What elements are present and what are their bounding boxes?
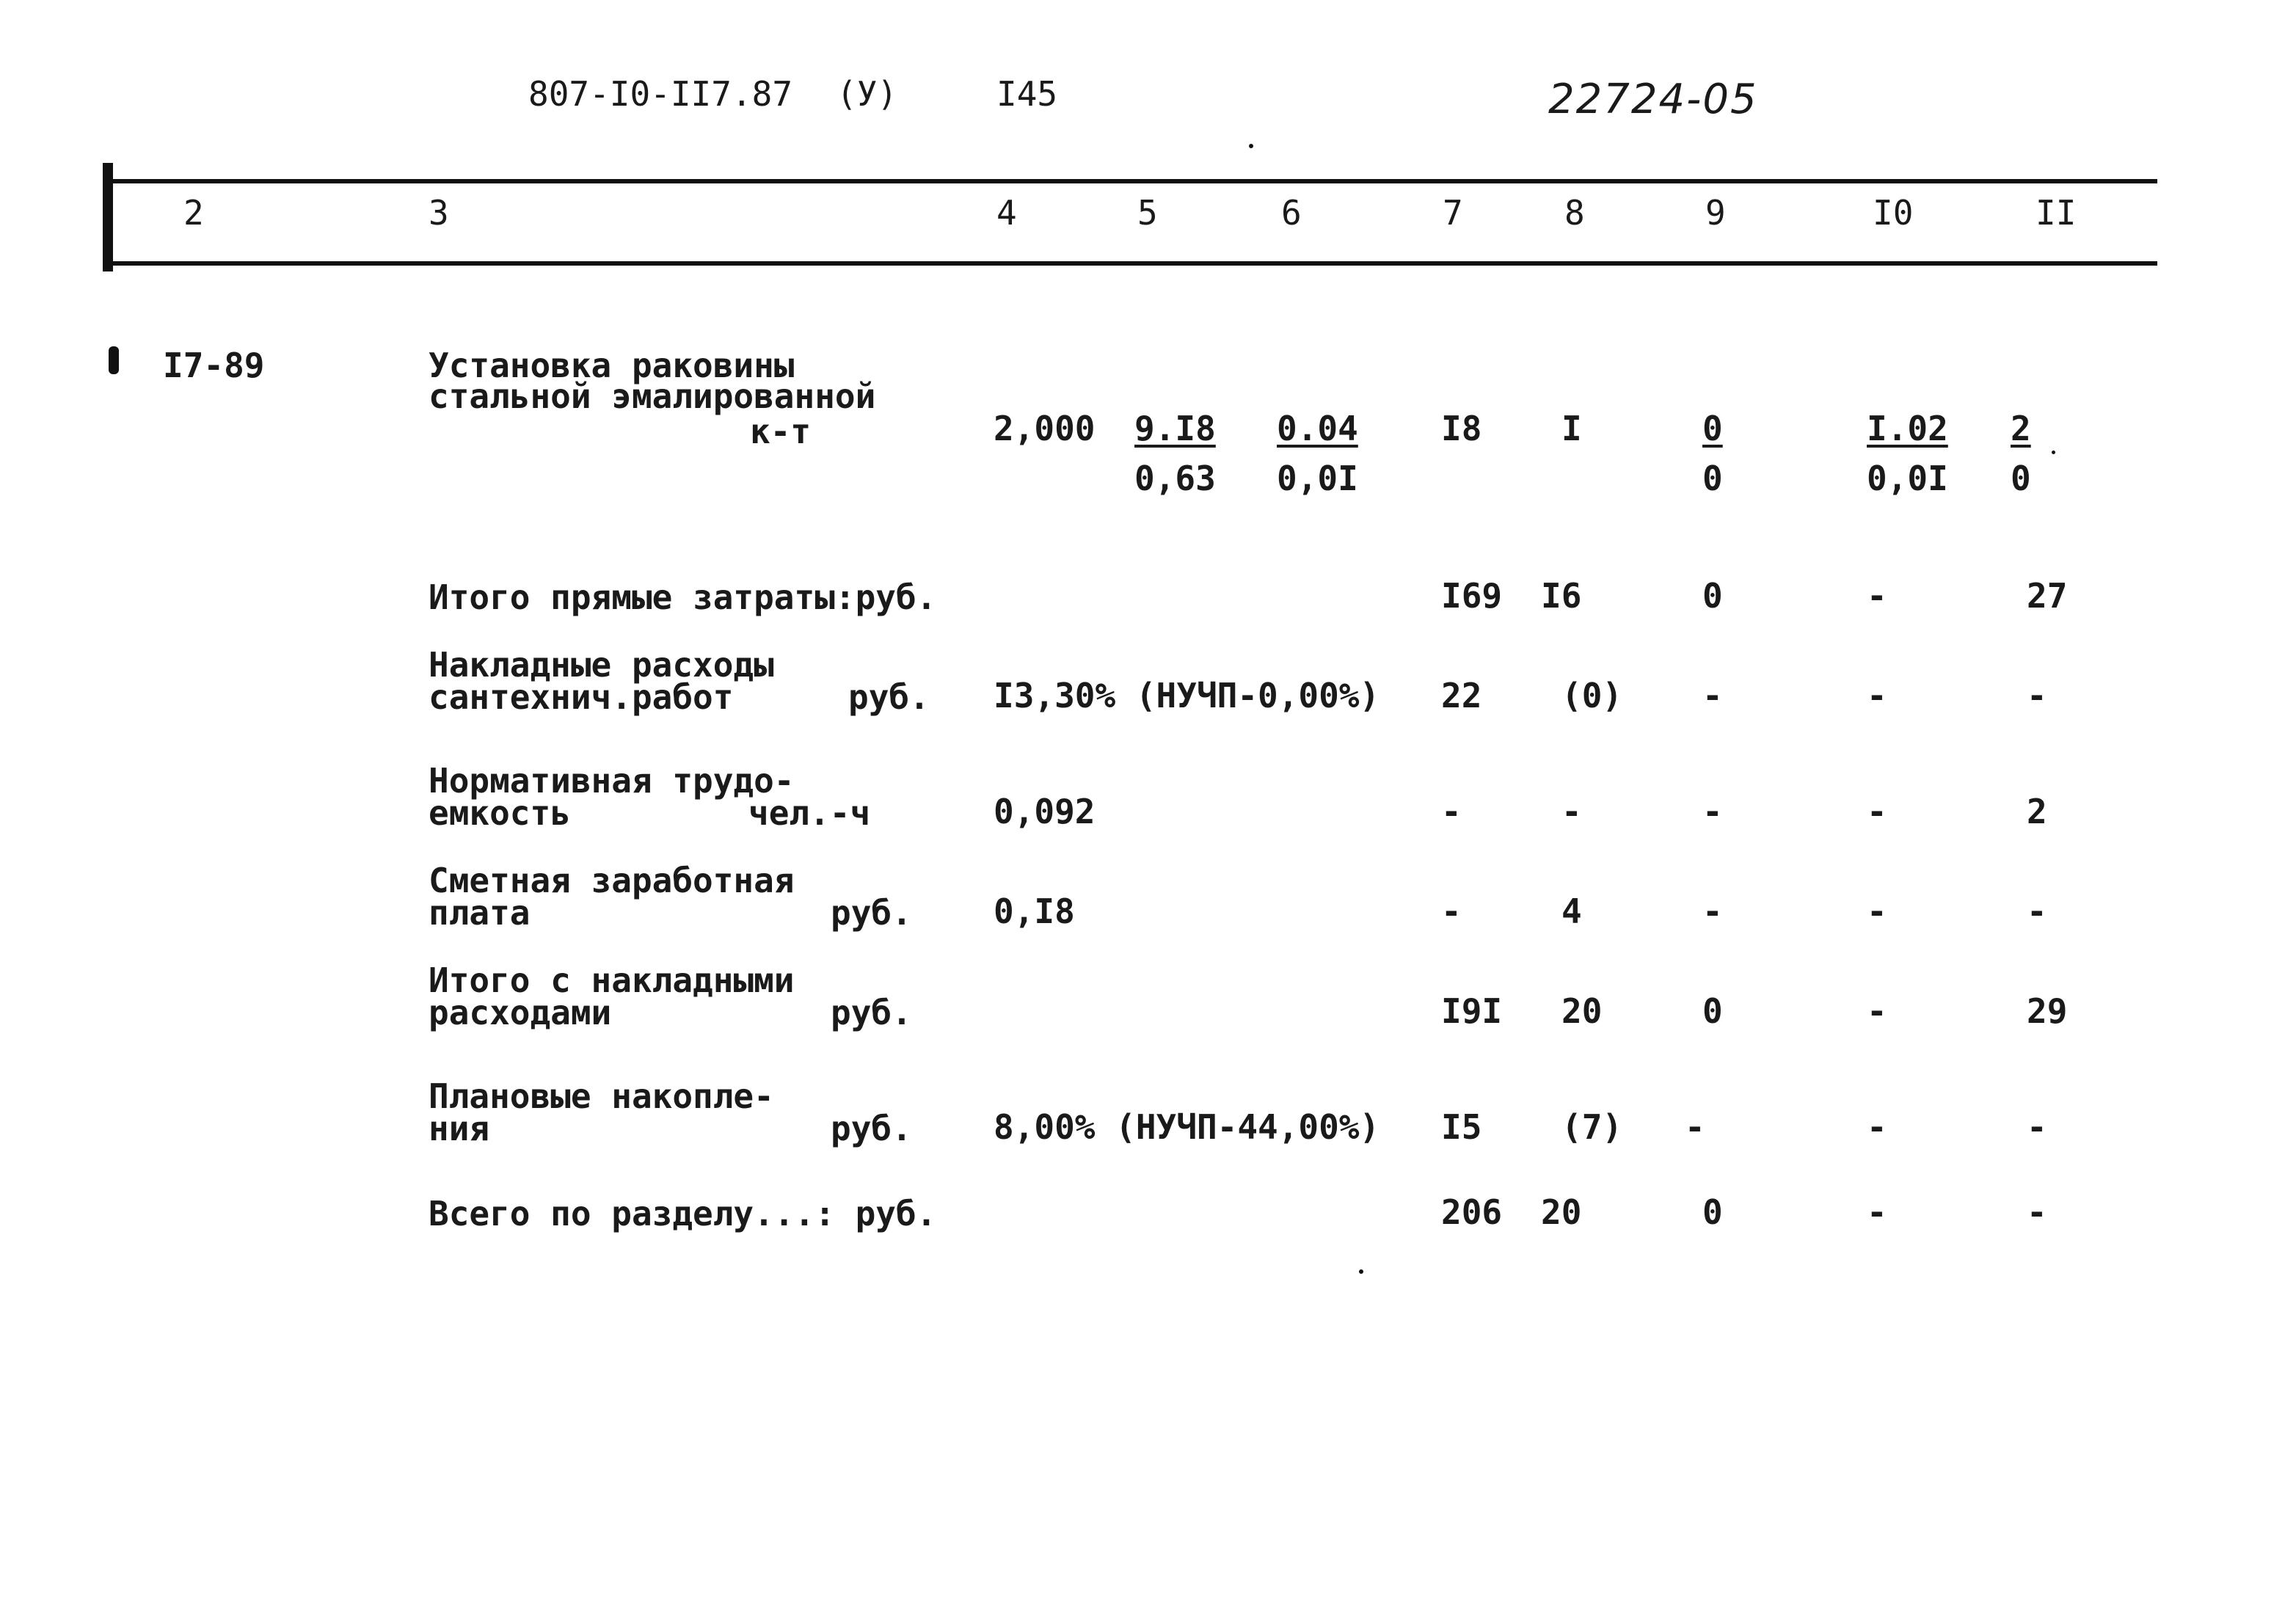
summary-label-line2: емкость [429, 793, 571, 833]
column-number: 5 [1137, 193, 1158, 233]
summary-unit: руб. [848, 677, 930, 717]
summary-c9: - [1702, 676, 1723, 715]
item-labor-total-top: 2 [2011, 409, 2031, 448]
summary-label-line2: плата [429, 893, 531, 933]
column-number: 7 [1443, 193, 1463, 233]
column-number: 6 [1281, 193, 1302, 233]
item-cost-total: I8 [1441, 409, 1482, 448]
summary-c9: - [1702, 792, 1723, 831]
summary-rate: 8,00% (НУЧП-44,00%) [994, 1107, 1380, 1147]
summary-c10: - [1867, 676, 1887, 715]
column-number: 2 [183, 193, 204, 233]
summary-label: Плановые накопле- [429, 1076, 774, 1116]
summary-c11: - [2027, 1192, 2047, 1232]
scan-speck [1359, 1269, 1363, 1274]
summary-c8: I6 [1541, 576, 1582, 616]
item-cost-machines-bottom: 0 [1702, 459, 1723, 498]
item-cost-machines-top: 0 [1702, 409, 1723, 448]
summary-c10: - [1867, 1107, 1887, 1147]
summary-label: Нормативная трудо- [429, 761, 795, 801]
summary-c8: - [1561, 792, 1582, 831]
item-labor-top: I.02 [1867, 409, 1948, 448]
item-name-line2: стальной эмалированной [429, 376, 876, 416]
item-price-total: 9.I8 [1134, 409, 1216, 448]
summary-c8: (7) [1561, 1107, 1623, 1147]
summary-rate: 0,I8 [994, 892, 1075, 931]
summary-label-line2: ния [429, 1109, 490, 1148]
summary-label: Накладные расходы [429, 645, 774, 685]
item-labor-bottom: 0,0I [1867, 459, 1948, 498]
summary-c10: - [1867, 1192, 1887, 1232]
row-marker [109, 346, 119, 374]
summary-unit: чел.-ч [748, 793, 871, 833]
item-unit: к-т [750, 412, 812, 451]
document-variant: (У) [837, 74, 898, 114]
summary-c7: I69 [1441, 576, 1503, 616]
summary-c9: - [1685, 1107, 1705, 1147]
summary-c11: - [2027, 1107, 2047, 1147]
summary-c11: 27 [2027, 576, 2068, 616]
document-code: 807-I0-II7.87 [528, 74, 793, 114]
summary-label: Сметная заработная [429, 861, 795, 900]
item-price-wages: 0,63 [1134, 459, 1216, 498]
item-code: I7-89 [163, 346, 265, 385]
summary-c11: - [2027, 676, 2047, 715]
summary-label-line2: сантехнич.работ [429, 677, 734, 717]
column-number: II [2036, 193, 2077, 233]
table-left-edge [103, 163, 113, 271]
item-labor-total-bottom: 0 [2011, 459, 2031, 498]
column-number: 8 [1564, 193, 1585, 233]
table-top-rule [103, 179, 2157, 183]
summary-label: Всего по разделу...: руб. [429, 1194, 937, 1233]
page-number: I45 [996, 74, 1058, 114]
summary-c7: 206 [1441, 1192, 1503, 1232]
summary-rate: 0,092 [994, 792, 1096, 831]
summary-c7: I9I [1441, 991, 1503, 1031]
summary-c9: 0 [1702, 576, 1723, 616]
column-number: I0 [1873, 193, 1914, 233]
summary-c7: 22 [1441, 676, 1482, 715]
summary-c11: 29 [2027, 991, 2068, 1031]
summary-unit: руб. [831, 1109, 912, 1148]
summary-c10: - [1867, 576, 1887, 616]
summary-unit: руб. [831, 893, 912, 933]
summary-c8: 20 [1561, 991, 1603, 1031]
scan-speck [2052, 451, 2055, 454]
summary-label-line2: расходами [429, 993, 612, 1032]
column-number: 3 [429, 193, 449, 233]
summary-label: Итого с накладными [429, 960, 795, 1000]
item-name-line1: Установка раковины [429, 346, 795, 385]
summary-c9: 0 [1702, 1192, 1723, 1232]
summary-c11: - [2027, 892, 2047, 931]
column-number: 4 [996, 193, 1017, 233]
summary-c9: 0 [1702, 991, 1723, 1031]
summary-c10: - [1867, 991, 1887, 1031]
summary-label: Итого прямые затраты:руб. [429, 577, 937, 617]
summary-c8: 20 [1541, 1192, 1582, 1232]
summary-c8: 4 [1561, 892, 1582, 931]
summary-unit: руб. [831, 993, 912, 1032]
item-price-machine-wages: 0,0I [1277, 459, 1358, 498]
summary-c8: (0) [1561, 676, 1623, 715]
item-cost-wages: I [1561, 409, 1582, 448]
table-header-bottom-rule [103, 261, 2157, 266]
scan-speck [1249, 144, 1253, 148]
summary-c10: - [1867, 892, 1887, 931]
summary-c11: 2 [2027, 792, 2047, 831]
item-price-machines: 0.04 [1277, 409, 1358, 448]
summary-rate: I3,30% (НУЧП-0,00%) [994, 676, 1380, 715]
item-quantity: 2,000 [994, 409, 1096, 448]
summary-c9: - [1702, 892, 1723, 931]
handwritten-number: 22724-05 [1548, 76, 1758, 123]
summary-c10: - [1867, 792, 1887, 831]
column-number: 9 [1705, 193, 1726, 233]
summary-c7: I5 [1441, 1107, 1482, 1147]
summary-c7: - [1441, 892, 1462, 931]
summary-c7: - [1441, 792, 1462, 831]
